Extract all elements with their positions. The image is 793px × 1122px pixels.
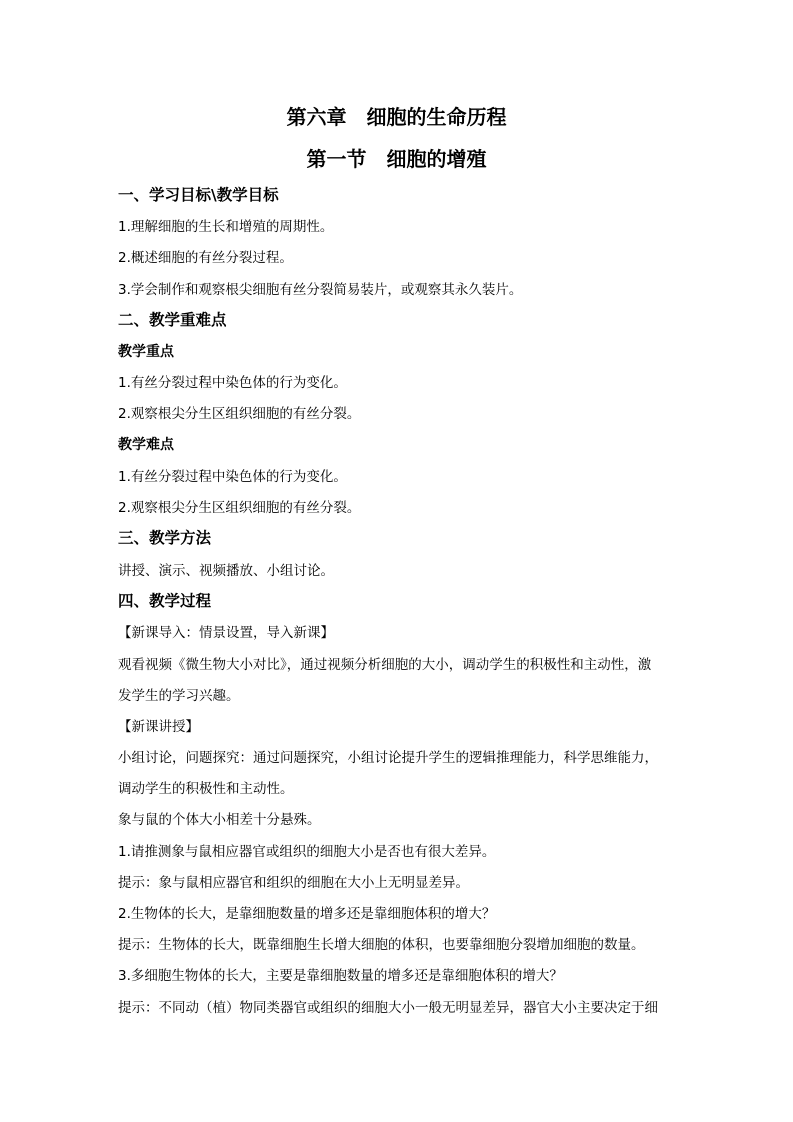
objective-item-2: 2.概述细胞的有丝分裂过程。 xyxy=(118,250,293,266)
section-title: 第一节 细胞的增殖 xyxy=(306,147,487,171)
process-heading: 四、教学过程 xyxy=(118,592,212,610)
intro-label: 【新课导入：情景设置，导入新课】 xyxy=(118,625,334,641)
question-3: 3.多细胞生物体的长大，主要是靠细胞数量的增多还是靠细胞体积的增大？ xyxy=(118,968,563,984)
methods-heading: 三、教学方法 xyxy=(118,529,212,547)
answer-3: 提示：不同动（植）物同类器官或组织的细胞大小一般无明显差异，器官大小主要决定于细 xyxy=(118,1000,658,1016)
methods-text: 讲授、演示、视频播放、小组讨论。 xyxy=(118,563,334,579)
intro-text-line-2: 发学生的学习兴趣。 xyxy=(118,688,240,704)
answer-1: 提示：象与鼠相应器官和组织的细胞在大小上无明显差异。 xyxy=(118,875,469,891)
question-2: 2.生物体的长大，是靠细胞数量的增多还是靠细胞体积的增大？ xyxy=(118,906,496,922)
lecture-text-line-2: 调动学生的积极性和主动性。 xyxy=(118,781,294,797)
key-points-heading: 二、教学重难点 xyxy=(118,311,227,329)
difficulty-label: 教学难点 xyxy=(118,437,174,453)
difficulty-item-2: 2.观察根尖分生区组织细胞的有丝分裂。 xyxy=(118,500,361,516)
question-1: 1.请推测象与鼠相应器官或组织的细胞大小是否也有很大差异。 xyxy=(118,844,496,860)
lecture-label: 【新课讲授】 xyxy=(118,719,199,735)
objectives-heading: 一、学习目标\教学目标 xyxy=(118,186,279,204)
objective-item-3: 3.学会制作和观察根尖细胞有丝分裂简易装片，或观察其永久装片。 xyxy=(118,282,523,298)
observation-text: 象与鼠的个体大小相差十分悬殊。 xyxy=(118,812,321,828)
difficulty-item-1: 1.有丝分裂过程中染色体的行为变化。 xyxy=(118,469,347,485)
key-focus-item-1: 1.有丝分裂过程中染色体的行为变化。 xyxy=(118,375,347,391)
key-focus-item-2: 2.观察根尖分生区组织细胞的有丝分裂。 xyxy=(118,406,361,422)
intro-text-line-1: 观看视频《微生物大小对比》，通过视频分析细胞的大小，调动学生的积极性和主动性，激 xyxy=(118,657,652,673)
key-focus-label: 教学重点 xyxy=(118,344,174,360)
lecture-text-line-1: 小组讨论，问题探究：通过问题探究，小组讨论提升学生的逻辑推理能力，科学思维能力， xyxy=(118,750,658,766)
answer-2: 提示：生物体的长大，既靠细胞生长增大细胞的体积，也要靠细胞分裂增加细胞的数量。 xyxy=(118,937,645,953)
objective-item-1: 1.理解细胞的生长和增殖的周期性。 xyxy=(118,219,334,235)
chapter-title: 第六章 细胞的生命历程 xyxy=(286,105,507,129)
